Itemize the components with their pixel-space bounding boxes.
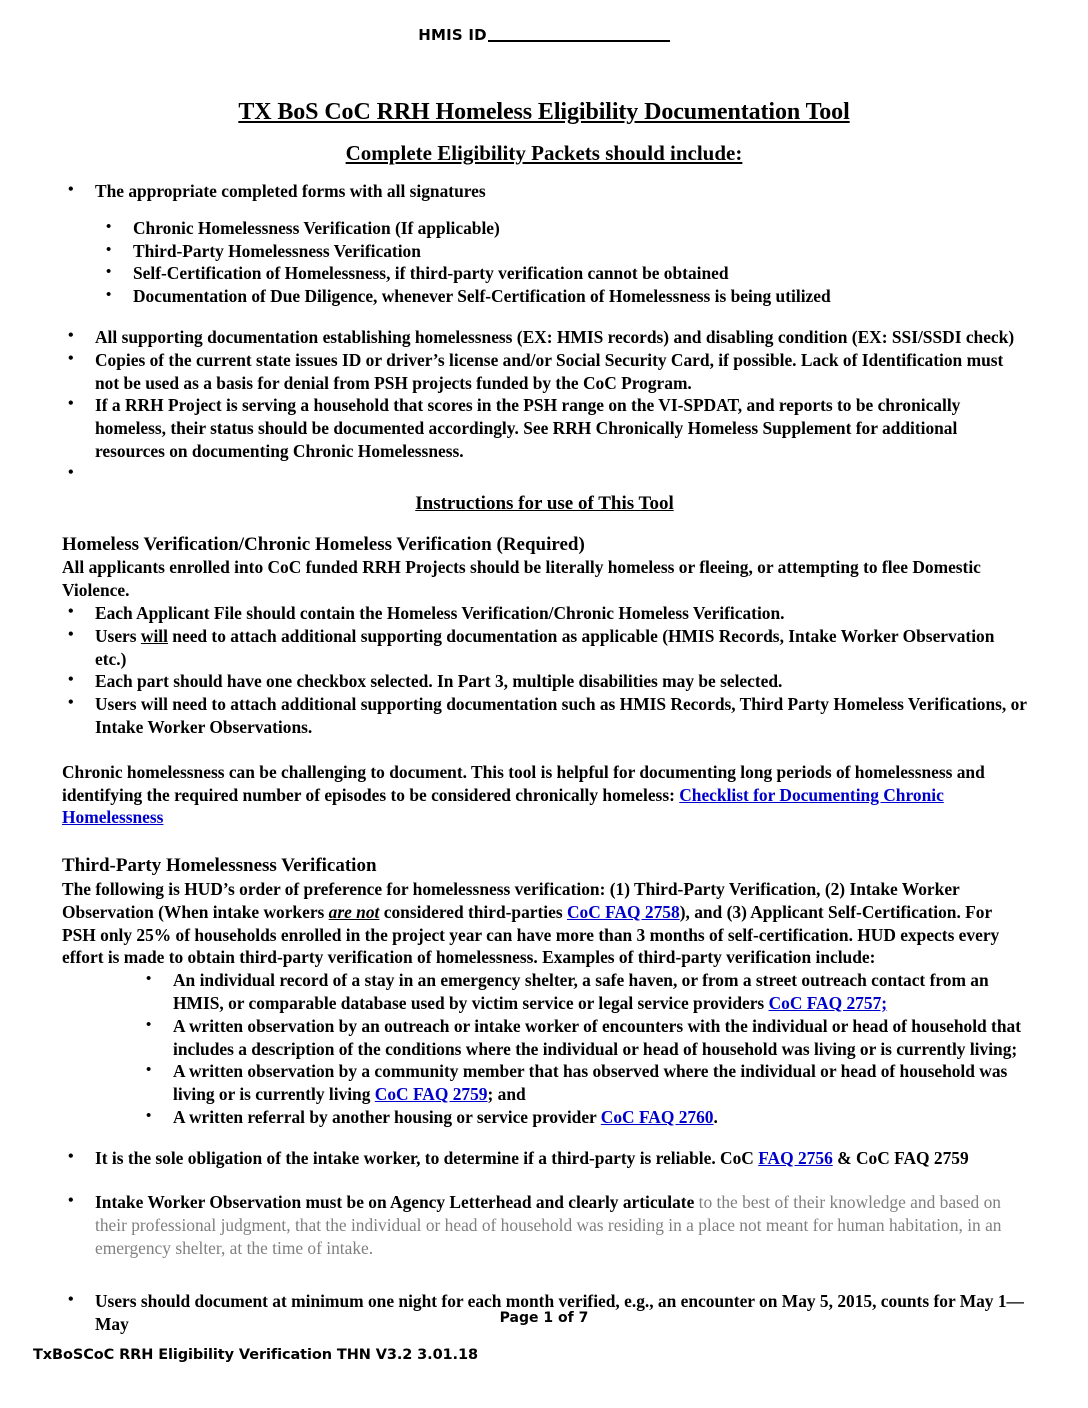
coc-faq-2757-link[interactable]: CoC FAQ 2757; xyxy=(768,992,888,1013)
third-party-text-part1: The following is HUD’s order of preference for homelessness verification: (1) Third-Party Verification, (2) Intake Worker Observation (When intake workers xyxy=(62,878,960,922)
packet-intro-list xyxy=(62,180,1027,203)
letterhead-list xyxy=(62,1191,1027,1259)
list-item xyxy=(140,1015,1027,1061)
list-item: • The appropriate completed forms with all signatures xyxy=(62,180,1027,203)
letterhead-grey-text: to the best of their knowledge and based on their professional judgment, that the individual or head of household was residing in a place not meant for human habitation, in an emergency shelter, at the time of intake. xyxy=(95,1192,1002,1259)
chronic-homelessness-paragraph xyxy=(62,761,1027,829)
page-title: TX BoS CoC RRH Homeless Eligibility Documentation Tool xyxy=(238,99,850,125)
list-item: • Copies of the current state issues ID or driver’s license and/or Social Security Card, if possible. Lack of Identification must not be used as a basis for denial from PSH projects funded by the CoC Program. xyxy=(62,349,1027,395)
sole-obligation-text-post: & CoC FAQ 2759 xyxy=(832,1147,969,1168)
list-item: • Documentation of Due Diligence, whenever Self-Certification of Homelessness is being utilized xyxy=(100,285,1027,308)
list-item xyxy=(140,969,1027,1015)
coc-faq-2758-link[interactable]: CoC FAQ 2758 xyxy=(566,901,680,922)
hmis-id-header xyxy=(0,26,1088,44)
text-before-emphasis: Users xyxy=(95,625,141,646)
hmis-id-blank-line[interactable] xyxy=(488,26,670,42)
third-party-text-part2: considered third-parties xyxy=(379,901,567,922)
example-text-after: ; and xyxy=(487,1084,526,1105)
third-party-examples-list xyxy=(62,969,1027,1129)
emphasis-will: will xyxy=(140,625,168,646)
hmis-id-label: HMIS ID xyxy=(418,26,487,44)
list-item-users-will xyxy=(62,625,1027,671)
example-text: A written referral by another housing or service provider xyxy=(173,1106,601,1127)
list-item: • Each Applicant File should contain the Homeless Verification/Chronic Homeless Verification. xyxy=(62,602,1027,625)
example-text: A written observation by a community member that has observed where the individual or head of household was living or is currently living xyxy=(173,1061,1008,1105)
third-party-paragraph xyxy=(62,878,1027,969)
footer-version-note: TxBoSCoC RRH Eligibility Verification THN V3.2 3.01.18 xyxy=(33,1347,478,1363)
supporting-documentation-list xyxy=(62,326,1027,485)
list-item: • Users should document at minimum one night for each month verified, e.g., an encounter on May 5, 2015, counts for May 1—May xyxy=(62,1290,1027,1336)
list-item-letterhead xyxy=(62,1191,1027,1259)
list-item: • Users will need to attach additional supporting documentation such as HMIS Records, Third Party Homeless Verifications, or Intake Worker Observations. xyxy=(62,693,1027,739)
emphasis-are-not: are not xyxy=(328,901,380,922)
document-body xyxy=(62,180,1027,1335)
list-item xyxy=(140,1060,1027,1106)
required-forms-list xyxy=(62,217,1027,308)
list-item: • Third-Party Homelessness Verification xyxy=(100,240,1027,263)
homeless-verification-bullets xyxy=(62,602,1027,739)
example-text-after: . xyxy=(713,1106,718,1127)
list-item: • Each part should have one checkbox selected. In Part 3, multiple disabilities may be selected. xyxy=(62,670,1027,693)
example-text: A written observation by an outreach or intake worker of encounters with the individual or head of household that includes a description of the conditions where the individual or head of household was living or is currently living; xyxy=(173,1015,1022,1059)
letterhead-bold-text: Intake Worker Observation must be on Agency Letterhead and clearly articulate xyxy=(95,1192,695,1213)
sole-obligation-text-pre: It is the sole obligation of the intake worker, to determine if a third-party is reliable. CoC xyxy=(95,1147,759,1168)
sole-obligation-list xyxy=(62,1147,1027,1170)
list-item: • If a RRH Project is serving a household that scores in the PSH range on the VI-SPDAT, and reports to be chronically homeless, their status should be documented accordingly. See RRH Chronically Homeless Supplement for additional resources on documenting Chronic Homelessness. xyxy=(62,394,1027,462)
list-item: • All supporting documentation establishing homelessness (EX: HMIS records) and disabling condition (EX: SSI/SSDI check) xyxy=(62,326,1027,349)
page-number: Page 1 of 7 xyxy=(499,1310,589,1326)
coc-faq-2759-link[interactable]: CoC FAQ 2759 xyxy=(374,1084,488,1105)
coc-faq-2760-link[interactable]: CoC FAQ 2760 xyxy=(600,1106,714,1127)
list-item-empty xyxy=(62,463,1027,485)
chronic-paragraph-text: Chronic homelessness can be challenging to document. This tool is helpful for documenting long periods of homelessness and identifying the required number of episodes to be considered chronically homeless: xyxy=(62,761,985,805)
list-item: • Chronic Homelessness Verification (If applicable) xyxy=(100,217,1027,240)
list-item-sole-obligation xyxy=(62,1147,1027,1170)
list-item xyxy=(140,1106,1027,1129)
text-after-emphasis: need to attach additional supporting documentation as applicable (HMIS Records, Intake Worker Observation etc.) xyxy=(95,625,995,669)
homeless-verification-intro: All applicants enrolled into CoC funded RRH Projects should be literally homeless or fleeing, or attempting to flee Domestic Violence. xyxy=(62,557,981,601)
homeless-verification-heading: Homeless Verification/Chronic Homeless Verification (Required) xyxy=(62,533,585,555)
faq-2756-link[interactable]: FAQ 2756 xyxy=(758,1147,833,1168)
checklist-chronic-homelessness-link[interactable]: Checklist for Documenting Chronic Homelessness xyxy=(62,784,944,828)
page-subtitle: Complete Eligibility Packets should include: xyxy=(345,141,743,165)
instructions-heading: Instructions for use of This Tool xyxy=(415,492,674,514)
example-text: An individual record of a stay in an emergency shelter, a safe haven, or from a street outreach contact from an HMIS, or comparable database used by victim service or legal service providers xyxy=(173,970,989,1013)
list-item: • Self-Certification of Homelessness, if third-party verification cannot be obtained xyxy=(100,262,1027,285)
third-party-heading: Third-Party Homelessness Verification xyxy=(62,855,377,877)
third-party-text-part3: ), and (3) Applicant Self-Certification. For PSH only 25% of households enrolled in the project year can have more than 3 months of self-certification. HUD expects every effort is made to obtain third-party verification of homelessness. Examples of third-party verification include: xyxy=(62,901,1000,968)
